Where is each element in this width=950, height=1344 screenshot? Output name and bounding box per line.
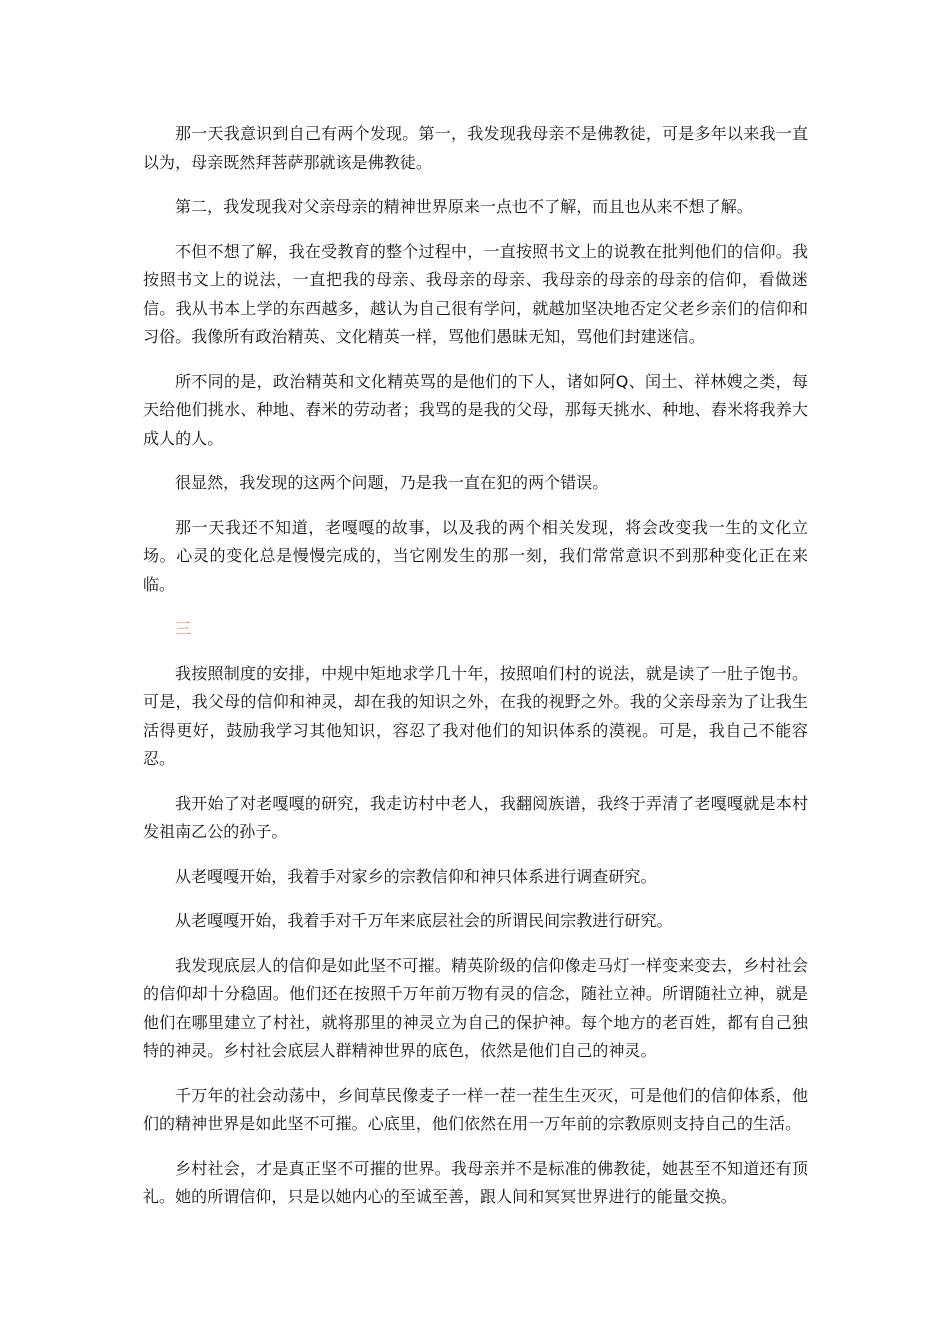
body-paragraph: 从老嘎嘎开始，我着手对家乡的宗教信仰和神只体系进行调查研究。 (175, 866, 657, 886)
body-paragraph: 很显然，我发现的这两个问题，乃是我一直在犯的两个错误。 (175, 473, 609, 492)
body-paragraph: 我发现底层人的信仰是如此坚不可摧。精英阶级的信仰像走马灯一样变来变去，乡村社会的信仰却十分稳固。他们还在按照千万年前万物有灵的信念，随社立神。所谓随社立神，就是他们在哪里建立了村社，就将那里的神灵立为自己的保护神。每个地方的老百姓，都有自己独特的神灵。乡村社会底层人群精神世界的底色，依然是他们自己的神灵。 (143, 955, 808, 1060)
body-paragraph: 不但不想了解，我在受教育的整个过程中，一直按照书文上的说教在批判他们的信仰。我按照书文上的说法，一直把我的母亲、我母亲的母亲、我母亲的母亲的母亲的信仰，看做迷信。我从书本上学的东西越多，越认为自己很有学问，就越加坚决地否定父老乡亲们的信仰和习俗。我像所有政治精英、文化精英一样，骂他们愚昧无知，骂他们封建迷信。 (143, 241, 808, 346)
body-paragraph: 那一天我意识到自己有两个发现。第一，我发现我母亲不是佛教徒，可是多年以来我一直以为，母亲既然拜菩萨那就该是佛教徒。 (143, 124, 808, 172)
body-paragraph: 千万年的社会动荡中，乡间草民像麦子一样一茬一茬生生灭灭，可是他们的信仰体系，他们的精神世界是如此坚不可摧。心底里，他们依然在用一万年前的宗教原则支持自己的生活。 (143, 1085, 808, 1133)
body-paragraph: 从老嘎嘎开始，我着手对千万年来底层社会的所谓民间宗教进行研究。 (175, 911, 673, 930)
body-paragraph: 我开始了对老嘎嘎的研究，我走访村中老人，我翻阅族谱，我终于弄清了老嘎嘎就是本村发祖南乙公的孙子。 (143, 793, 808, 841)
body-paragraph: 所不同的是，政治精英和文化精英骂的是他们的下人，诸如阿Q、闰土、祥林嫂之类，每天给他们挑水、种地、舂米的劳动者；我骂的是我的父母，那每天挑水、种地、舂米将我养大成人的人。 (143, 371, 808, 448)
body-paragraph: 我按照制度的安排，中规中矩地求学几十年，按照咱们村的说法，就是读了一肚子饱书。可是，我父母的信仰和神灵，却在我的知识之外，在我的视野之外。我的父亲母亲为了让我生活得更好，鼓励我学习其他知识，容忍了我对他们的知识体系的漠视。可是，我自己不能容忍。 (143, 663, 808, 768)
body-paragraph: 那一天我还不知道，老嘎嘎的故事，以及我的两个相关发现，将会改变我一生的文化立场。心灵的变化总是慢慢完成的，当它刚发生的那一刻，我们常常意识不到那种变化正在来临。 (143, 517, 808, 594)
document-body (143, 120, 808, 1228)
section-heading: 三 (175, 619, 192, 638)
body-paragraph: 第二，我发现我对父亲母亲的精神世界原来一点也不了解，而且也从来不想了解。 (175, 197, 753, 216)
body-paragraph: 乡村社会，才是真正坚不可摧的世界。我母亲并不是标准的佛教徒，她甚至不知道还有顶礼。她的所谓信仰，只是以她内心的至诚至善，跟人间和冥冥世界进行的能量交换。 (143, 1158, 808, 1206)
